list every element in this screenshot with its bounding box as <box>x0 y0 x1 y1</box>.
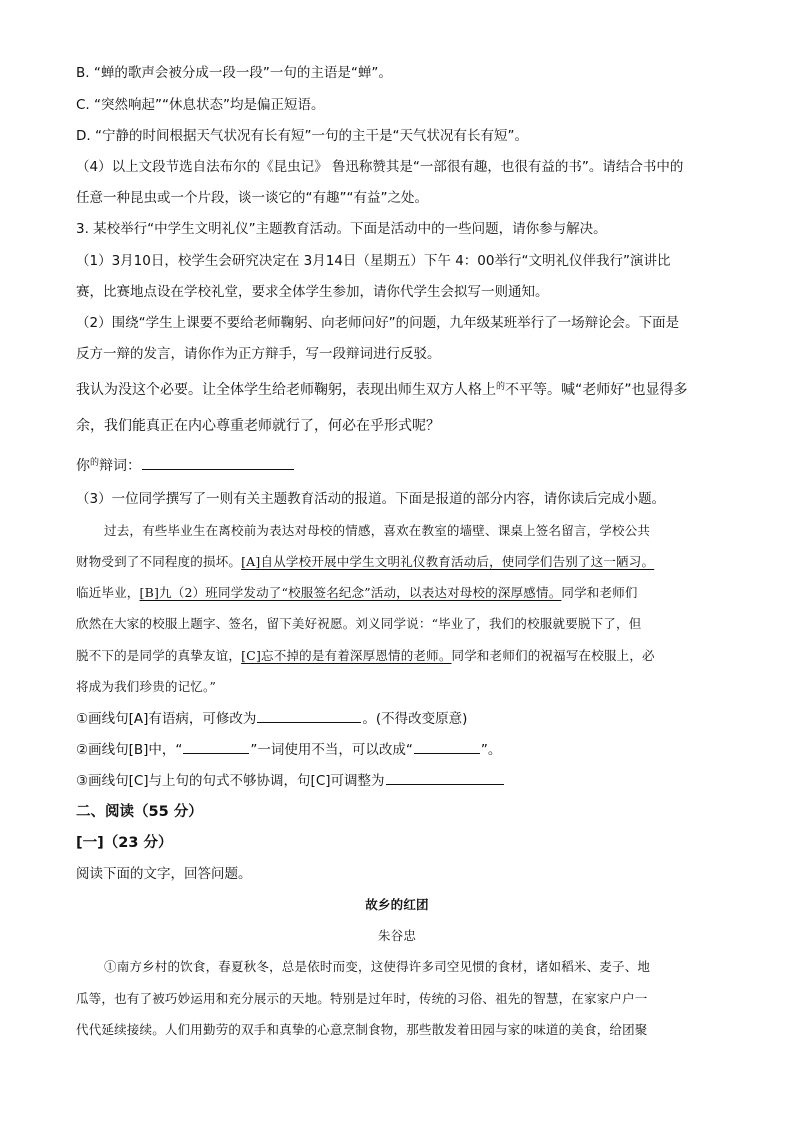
subquestion-2-text: ”。 <box>480 742 502 758</box>
option-b: B. “蝉的歌声会被分成一段一段”一句的主语是“蝉”。 <box>76 65 392 81</box>
subquestion-2 <box>76 740 501 759</box>
report-text: 财物受到了不同程度的损坏。 <box>76 554 242 569</box>
report-line6: 将成为我们珍贵的记忆。” <box>76 679 217 694</box>
part-3-line: （3）一位同学撰写了一则有关主题教育活动的报道。下面是报道的部分内容，请你读后完成小题。 <box>76 491 666 507</box>
argument-line1 <box>76 381 688 401</box>
argument-text-b: 不平等。喊“老师好”也显得多 <box>505 382 688 398</box>
subquestion-2-text: ②画线句[B]中，“ <box>76 742 183 758</box>
subquestion-1-text: ①画线句[A]有语病，可修改为 <box>76 711 257 727</box>
argument-text-a: 我认为没这个必要。让全体学生给老师鞠躬，表现出师生双方人格上 <box>76 382 496 398</box>
passage-line1: ①南方乡村的饮食，春夏秋冬，总是依时而变，这使得许多司空见惯的食材，诸如稻米、麦子、地 <box>104 959 651 974</box>
question-4-line2: 任意一种昆虫或一个片段，谈一谈它的“有趣”“有益”之处。 <box>76 190 428 206</box>
rebuttal-text-b: 辩词： <box>99 458 142 474</box>
subquestion-2-blank-b[interactable] <box>414 740 480 754</box>
underlined-sentence-a: [A]自从学校开展中学生文明礼仪教育活动后，使同学们告别了这一陋习。 <box>241 554 655 569</box>
part-2-line1: （2）围绕“学生上课要不要给老师鞠躬、向老师问好”的问题，九年级某班举行了一场辩论会。下面是 <box>76 315 680 331</box>
question-4-line1: （4）以上文段节选自法布尔的《昆虫记》 鲁迅称赞其是“一部很有趣，也很有益的书”。请结合书中的 <box>76 159 684 175</box>
subsection-1-heading: [一]（23 分） <box>76 835 173 851</box>
passage-line2: 瓜等，也有了被巧妙运用和充分展示的天地。特别是过年时，传统的习俗、祖先的智慧，在家家户户一 <box>76 991 648 1006</box>
subquestion-1 <box>76 709 467 728</box>
subquestion-1-blank[interactable] <box>257 709 361 723</box>
passage-line3: 代代延续接续。人们用勤劳的双手和真挚的心意烹制食物，那些散发着田园与家的味道的美食，给团聚 <box>76 1022 648 1037</box>
rebuttal-text-a: 你 <box>76 458 90 474</box>
reading-instruction: 阅读下面的文字，回答问题。 <box>76 866 252 882</box>
subquestion-3 <box>76 771 505 790</box>
argument-line2: 余，我们能真正在内心尊重老师就行了，何必在乎形式呢？ <box>76 418 440 434</box>
rebuttal-answer-blank[interactable] <box>142 456 294 470</box>
rebuttal-sup: 的 <box>90 458 100 468</box>
report-line3 <box>76 584 638 602</box>
report-text: 同学和老师们 <box>561 585 638 600</box>
report-line5 <box>76 647 655 665</box>
report-text: 临近毕业， <box>76 585 140 600</box>
part-1-line1: （1）3月10日，校学生会研究决定在 3月14日（星期五）下午 4：00举行“文明礼仪伴我行”演讲比 <box>76 253 671 269</box>
subquestion-3-text: ③画线句[C]与上句的句式不够协调，句[C]可调整为 <box>76 773 385 789</box>
report-line1: 过去，有些毕业生在离校前为表达对母校的情感，喜欢在教室的墙壁、课桌上签名留言，学校公共 <box>104 523 651 538</box>
report-line2 <box>76 553 654 571</box>
passage-title: 故乡的红团 <box>365 897 429 912</box>
subquestion-2-blank-a[interactable] <box>183 740 249 754</box>
option-c: C. “突然响起”“休息状态”均是偏正短语。 <box>76 97 325 113</box>
rebuttal-prompt <box>76 456 295 477</box>
part-2-line2: 反方一辩的发言，请你作为正方辩手，写一段辩词进行反驳。 <box>76 346 441 362</box>
part-1-line2: 赛，比赛地点设在学校礼堂，要求全体学生参加，请你代学生会拟写一则通知。 <box>76 284 549 300</box>
passage-author: 朱谷忠 <box>377 928 417 943</box>
report-line4: 欣然在大家的校服上题字、签名，留下美好祝愿。刘义同学说：“毕业了，我们的校服就要脱下了，但 <box>76 616 642 631</box>
question-3-heading: 3. 某校举行“中学生文明礼仪”主题教育活动。下面是活动中的一些问题，请你参与解决。 <box>76 221 607 237</box>
report-text: 同学和老师们的祝福写在校服上，必 <box>451 648 655 663</box>
section-2-heading: 二、阅读（55 分） <box>76 804 203 820</box>
subquestion-2-text: ”一词使用不当，可以改成“ <box>250 742 413 758</box>
argument-sup: 的 <box>496 382 506 392</box>
underlined-sentence-c: [C]忘不掉的是有着深厚恩情的老师。 <box>241 648 452 663</box>
subquestion-3-blank[interactable] <box>386 771 504 785</box>
underlined-sentence-b: [B]九（2）班同学发动了“校服签名纪念”活动，以表达对母校的深厚感情。 <box>139 585 562 600</box>
report-text: 脱不下的是同学的真挚友谊， <box>76 648 242 663</box>
option-d: D. “宁静的时间根据天气状况有长有短”一句的主干是“天气状况有长有短”。 <box>76 128 528 144</box>
subquestion-1-note: 。(不得改变原意) <box>362 711 468 727</box>
